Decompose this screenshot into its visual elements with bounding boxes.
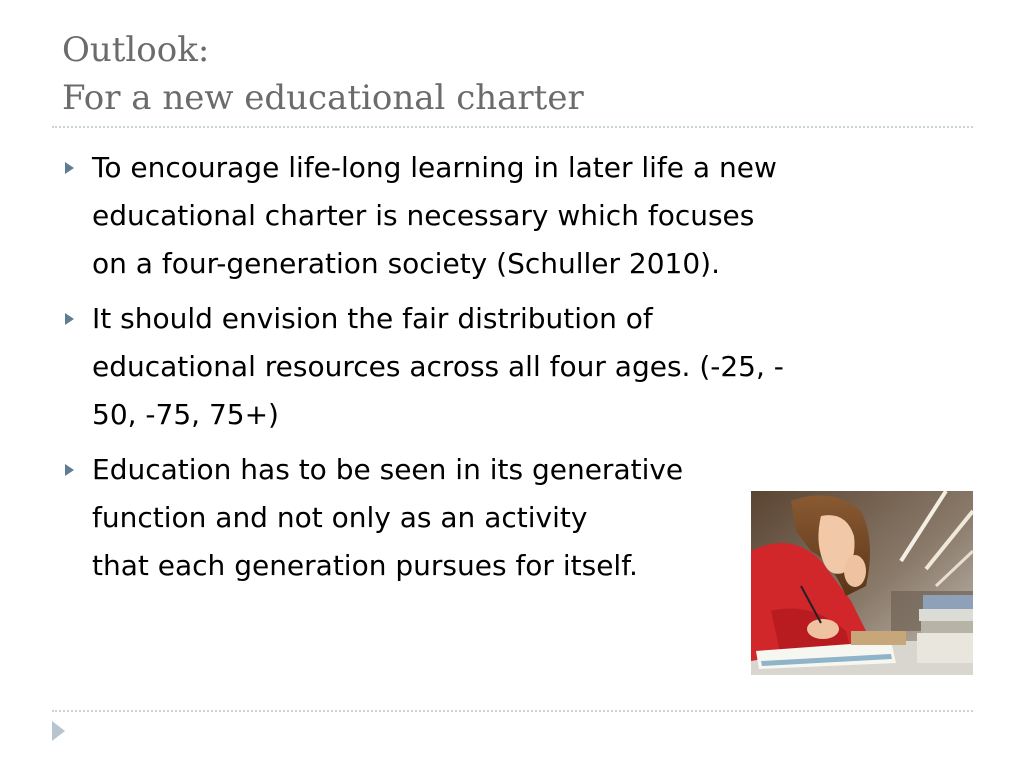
bullet-text-line: To encourage life-long learning in later life a new xyxy=(92,151,777,184)
bullet-text-line: on a four-generation society (Schuller 2010). xyxy=(92,247,721,280)
triangle-bullet-icon xyxy=(65,313,74,325)
slide-title xyxy=(62,26,962,122)
bullet-item xyxy=(62,144,942,288)
bullet-text-line: function and not only as an activity xyxy=(92,501,588,534)
footer-divider xyxy=(52,710,973,712)
title-divider xyxy=(52,126,973,128)
bullet-item xyxy=(62,295,942,439)
bullet-text-line: 50, -75, 75+) xyxy=(92,398,279,431)
bullet-text-line: It should envision the fair distribution of xyxy=(92,302,653,335)
bullet-text-line: Education has to be seen in its generative xyxy=(92,453,684,486)
student-studying-photo xyxy=(751,491,973,675)
bullet-text-line: that each generation pursues for itself. xyxy=(92,549,638,582)
next-slide-arrow-icon[interactable] xyxy=(52,721,65,741)
bullet-text-line: educational resources across all four ages. (-25, - xyxy=(92,350,784,383)
slide-title-line-2: For a new educational charter xyxy=(62,78,584,118)
slide-title-line-1: Outlook: xyxy=(62,30,210,70)
bullet-text-line: educational charter is necessary which focuses xyxy=(92,199,755,232)
triangle-bullet-icon xyxy=(65,162,74,174)
triangle-bullet-icon xyxy=(65,464,74,476)
